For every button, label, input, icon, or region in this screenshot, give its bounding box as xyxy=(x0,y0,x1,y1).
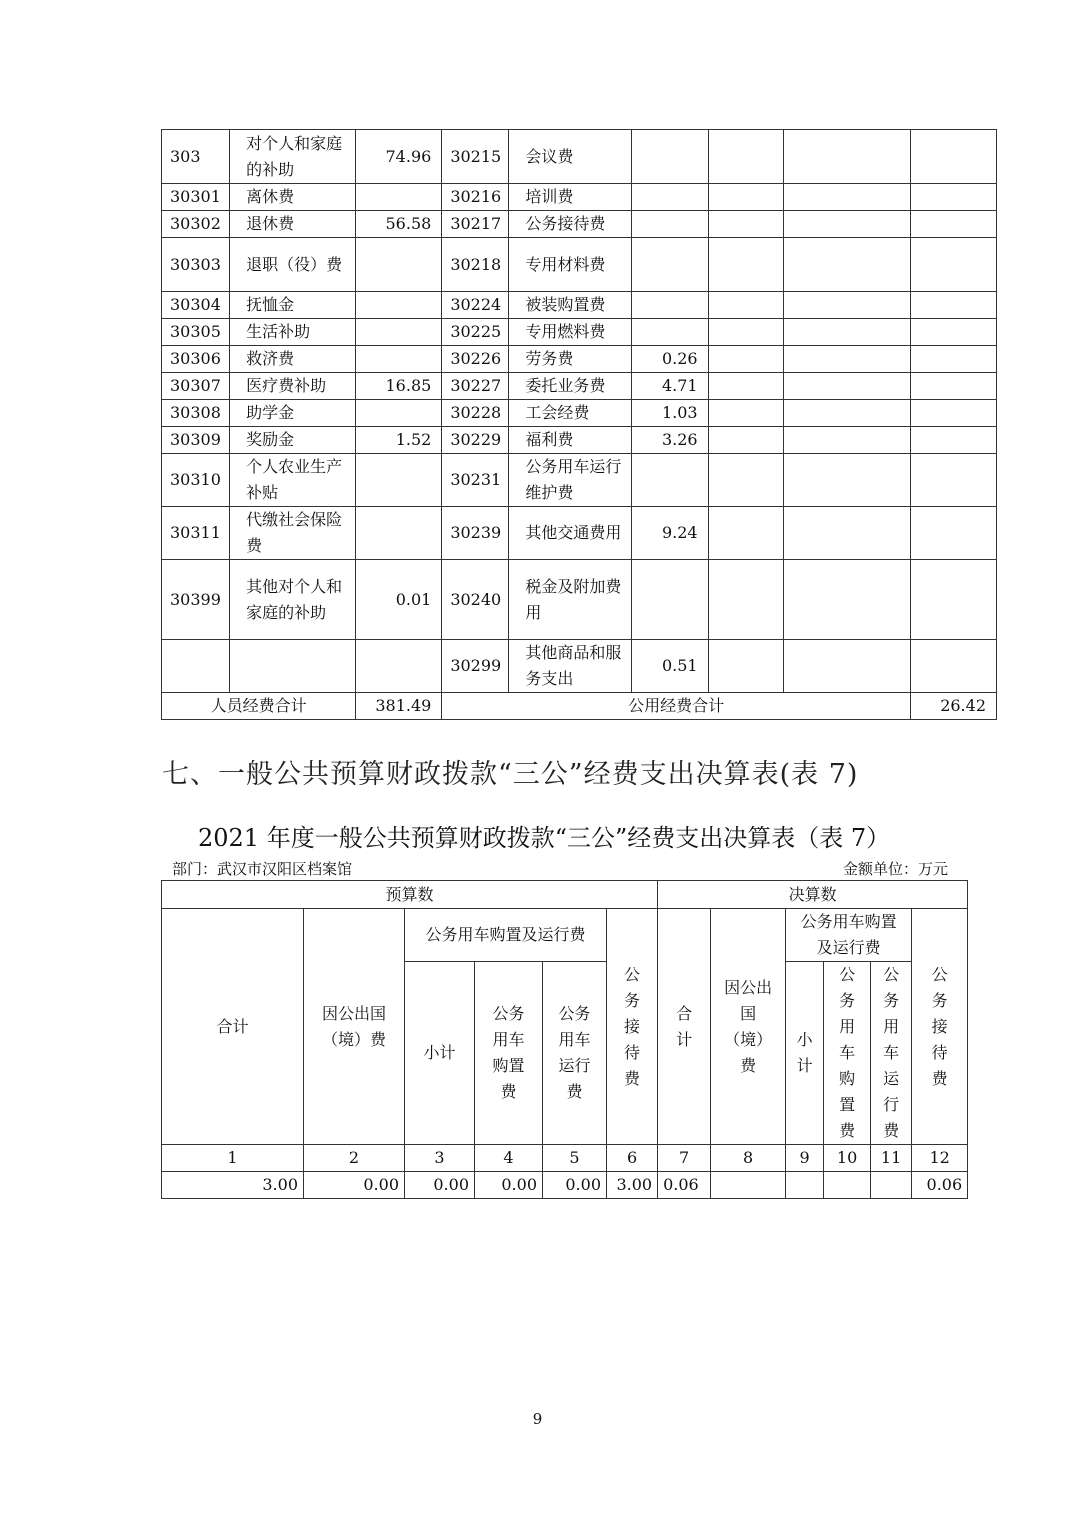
amount-cell xyxy=(356,454,442,507)
amount-cell xyxy=(356,238,442,292)
blank-cell xyxy=(708,427,783,454)
code-cell: 303 xyxy=(162,130,230,184)
header-vehicle: 公务用车购置及运行费 xyxy=(405,909,607,962)
table-row xyxy=(162,640,997,693)
blank-cell xyxy=(910,560,996,640)
value-cell: 0.00 xyxy=(304,1172,405,1199)
code-cell: 30311 xyxy=(162,507,230,560)
name-cell: 工会经费 xyxy=(509,400,631,427)
code-cell: 30307 xyxy=(162,373,230,400)
value-cell xyxy=(711,1172,786,1199)
name-cell: 被装购置费 xyxy=(509,292,631,319)
value-row xyxy=(162,1172,968,1199)
code-cell: 30240 xyxy=(442,560,509,640)
header-purchase-final-text: 公务用车购置费 xyxy=(839,965,856,1140)
amount-cell xyxy=(631,211,708,238)
blank-cell xyxy=(708,640,783,693)
blank-cell xyxy=(708,454,783,507)
amount-cell xyxy=(631,319,708,346)
header-abroad-final-text: 因公出国（境）费 xyxy=(724,977,773,1075)
code-cell: 30301 xyxy=(162,184,230,211)
blank-cell xyxy=(783,507,910,560)
amount-cell: 0.26 xyxy=(631,346,708,373)
column-number: 5 xyxy=(543,1145,607,1172)
amount-cell xyxy=(631,238,708,292)
blank-cell xyxy=(783,211,910,238)
table-row xyxy=(162,373,997,400)
code-cell: 30308 xyxy=(162,400,230,427)
public-total-label: 公用经费合计 xyxy=(442,693,911,720)
header-subtotal-final-text: 小计 xyxy=(796,1030,813,1075)
amount-cell: 0.51 xyxy=(631,640,708,693)
blank-cell xyxy=(783,400,910,427)
unit-label: 金额单位：万元 xyxy=(843,860,949,878)
blank-cell xyxy=(910,400,996,427)
amount-cell: 74.96 xyxy=(356,130,442,184)
table-row xyxy=(162,238,997,292)
blank-cell xyxy=(910,211,996,238)
header-subtotal-final xyxy=(786,962,824,1145)
blank-cell xyxy=(708,238,783,292)
code-cell: 30302 xyxy=(162,211,230,238)
expenditure-table-body xyxy=(162,130,997,720)
header-abroad-text: 因公出国（境）费 xyxy=(321,1003,386,1049)
name-cell: 对个人和家庭的补助 xyxy=(230,130,356,184)
header-abroad-final xyxy=(711,909,786,1145)
header-reception-final xyxy=(912,909,968,1145)
header-purchase xyxy=(475,962,543,1145)
code-cell: 30304 xyxy=(162,292,230,319)
value-cell xyxy=(871,1172,912,1199)
blank-cell xyxy=(708,507,783,560)
table-row xyxy=(162,184,997,211)
blank-cell xyxy=(708,184,783,211)
column-number: 9 xyxy=(786,1145,824,1172)
blank-cell xyxy=(910,346,996,373)
blank-cell xyxy=(910,507,996,560)
public-total-value: 26.42 xyxy=(910,693,996,720)
header-vehicle-final-text: 公务用车购置及运行费 xyxy=(800,912,897,957)
value-cell: 0.06 xyxy=(658,1172,711,1199)
name-cell: 个人农业生产补贴 xyxy=(230,454,356,507)
name-cell: 劳务费 xyxy=(509,346,631,373)
blank-cell xyxy=(910,319,996,346)
header-purchase-text: 公务用车购置费 xyxy=(492,1004,525,1101)
amount-cell xyxy=(356,346,442,373)
amount-cell xyxy=(631,454,708,507)
amount-cell xyxy=(631,292,708,319)
section-heading: 七、一般公共预算财政拨款“三公”经费支出决算表(表 7) xyxy=(162,759,859,790)
header-total-final xyxy=(658,909,711,1145)
code-cell: 30306 xyxy=(162,346,230,373)
final-header: 决算数 xyxy=(658,881,968,909)
blank-cell xyxy=(708,211,783,238)
blank-cell xyxy=(783,640,910,693)
blank-cell xyxy=(910,130,996,184)
header-operate-final xyxy=(871,962,912,1145)
name-cell: 退休费 xyxy=(230,211,356,238)
amount-cell: 1.52 xyxy=(356,427,442,454)
name-cell: 救济费 xyxy=(230,346,356,373)
name-cell: 专用燃料费 xyxy=(509,319,631,346)
amount-cell: 3.26 xyxy=(631,427,708,454)
code-cell: 30228 xyxy=(442,400,509,427)
column-number: 7 xyxy=(658,1145,711,1172)
blank-cell xyxy=(910,640,996,693)
header-operate-final-text: 公务用车运行费 xyxy=(883,965,900,1140)
blank-cell xyxy=(708,130,783,184)
name-cell: 退职（役）费 xyxy=(230,238,356,292)
blank-cell xyxy=(708,346,783,373)
table-row xyxy=(162,454,997,507)
expenditure-table xyxy=(161,129,997,720)
header-vehicle-final xyxy=(786,909,912,962)
code-cell: 30229 xyxy=(442,427,509,454)
name-cell: 培训费 xyxy=(509,184,631,211)
totals-row xyxy=(162,693,997,720)
value-cell: 0.00 xyxy=(405,1172,475,1199)
budget-header: 预算数 xyxy=(162,881,658,909)
code-cell: 30310 xyxy=(162,454,230,507)
value-cell: 3.00 xyxy=(162,1172,304,1199)
name-cell: 奖励金 xyxy=(230,427,356,454)
amount-cell xyxy=(356,507,442,560)
name-cell: 抚恤金 xyxy=(230,292,356,319)
header-reception-text: 公务接待费 xyxy=(624,964,641,1088)
blank-cell xyxy=(783,130,910,184)
blank-cell xyxy=(910,292,996,319)
name-cell: 医疗费补助 xyxy=(230,373,356,400)
blank-cell xyxy=(783,238,910,292)
blank-cell xyxy=(708,292,783,319)
code-cell: 30227 xyxy=(442,373,509,400)
column-number: 8 xyxy=(711,1145,786,1172)
table-row xyxy=(162,130,997,184)
column-number: 11 xyxy=(871,1145,912,1172)
amount-cell: 56.58 xyxy=(356,211,442,238)
name-cell: 助学金 xyxy=(230,400,356,427)
table-row xyxy=(162,346,997,373)
amount-cell: 16.85 xyxy=(356,373,442,400)
column-number: 10 xyxy=(824,1145,871,1172)
table-row xyxy=(162,211,997,238)
column-number: 4 xyxy=(475,1145,543,1172)
amount-cell xyxy=(631,130,708,184)
name-cell: 委托业务费 xyxy=(509,373,631,400)
value-cell: 3.00 xyxy=(607,1172,658,1199)
blank-cell xyxy=(708,319,783,346)
code-cell: 30399 xyxy=(162,560,230,640)
name-cell: 税金及附加费用 xyxy=(509,560,631,640)
code-cell: 30239 xyxy=(442,507,509,560)
blank-cell xyxy=(783,184,910,211)
column-number: 2 xyxy=(304,1145,405,1172)
name-cell: 离休费 xyxy=(230,184,356,211)
blank-cell xyxy=(783,373,910,400)
name-cell: 会议费 xyxy=(509,130,631,184)
value-cell xyxy=(824,1172,871,1199)
blank-cell xyxy=(910,373,996,400)
blank-cell xyxy=(708,400,783,427)
personnel-total-label: 人员经费合计 xyxy=(162,693,356,720)
blank-cell xyxy=(783,292,910,319)
blank-cell xyxy=(783,560,910,640)
value-cell xyxy=(786,1172,824,1199)
three-public-table xyxy=(161,880,968,1199)
blank-cell xyxy=(910,184,996,211)
table-row xyxy=(162,560,997,640)
blank-cell xyxy=(783,319,910,346)
amount-cell xyxy=(356,400,442,427)
code-cell: 30231 xyxy=(442,454,509,507)
code-cell xyxy=(162,640,230,693)
name-cell: 其他交通费用 xyxy=(509,507,631,560)
name-cell: 公务用车运行维护费 xyxy=(509,454,631,507)
value-cell: 0.00 xyxy=(543,1172,607,1199)
table-title: 2021 年度一般公共预算财政拨款“三公”经费支出决算表（表 7） xyxy=(198,824,891,852)
code-cell: 30224 xyxy=(442,292,509,319)
header-operate xyxy=(543,962,607,1145)
blank-cell xyxy=(708,373,783,400)
blank-cell xyxy=(910,454,996,507)
blank-cell xyxy=(783,346,910,373)
name-cell: 福利费 xyxy=(509,427,631,454)
name-cell: 其他对个人和家庭的补助 xyxy=(230,560,356,640)
code-cell: 30218 xyxy=(442,238,509,292)
amount-cell: 1.03 xyxy=(631,400,708,427)
code-cell: 30225 xyxy=(442,319,509,346)
column-number: 1 xyxy=(162,1145,304,1172)
column-number: 6 xyxy=(607,1145,658,1172)
table-row xyxy=(162,319,997,346)
amount-cell: 9.24 xyxy=(631,507,708,560)
header-operate-text: 公务用车运行费 xyxy=(558,1004,591,1101)
amount-cell xyxy=(631,184,708,211)
code-cell: 30217 xyxy=(442,211,509,238)
personnel-total-value: 381.49 xyxy=(356,693,442,720)
blank-cell xyxy=(783,454,910,507)
header-subtotal: 小计 xyxy=(405,962,475,1145)
value-cell: 0.06 xyxy=(912,1172,968,1199)
page-number: 9 xyxy=(532,1410,543,1428)
code-cell: 30215 xyxy=(442,130,509,184)
header-total: 合计 xyxy=(162,909,304,1145)
name-cell xyxy=(230,640,356,693)
header-purchase-final xyxy=(824,962,871,1145)
code-cell: 30305 xyxy=(162,319,230,346)
code-cell: 30226 xyxy=(442,346,509,373)
amount-cell xyxy=(356,292,442,319)
column-number-row xyxy=(162,1145,968,1172)
amount-cell xyxy=(356,184,442,211)
header-reception-final-text: 公务接待费 xyxy=(931,964,948,1088)
header-total-final-text: 合计 xyxy=(676,1003,693,1049)
blank-cell xyxy=(910,238,996,292)
name-cell: 其他商品和服务支出 xyxy=(509,640,631,693)
name-cell: 公务接待费 xyxy=(509,211,631,238)
name-cell: 专用材料费 xyxy=(509,238,631,292)
amount-cell xyxy=(631,560,708,640)
value-cell: 0.00 xyxy=(475,1172,543,1199)
column-number: 12 xyxy=(912,1145,968,1172)
amount-cell: 4.71 xyxy=(631,373,708,400)
code-cell: 30299 xyxy=(442,640,509,693)
name-cell: 代缴社会保险费 xyxy=(230,507,356,560)
header-abroad xyxy=(304,909,405,1145)
amount-cell xyxy=(356,640,442,693)
department-label: 部门：武汉市汉阳区档案馆 xyxy=(172,860,353,878)
name-cell: 生活补助 xyxy=(230,319,356,346)
blank-cell xyxy=(910,427,996,454)
blank-cell xyxy=(708,560,783,640)
column-number: 3 xyxy=(405,1145,475,1172)
blank-cell xyxy=(783,427,910,454)
header-reception xyxy=(607,909,658,1145)
table-row xyxy=(162,507,997,560)
code-cell: 30309 xyxy=(162,427,230,454)
code-cell: 30216 xyxy=(442,184,509,211)
table-row xyxy=(162,400,997,427)
table-row xyxy=(162,427,997,454)
amount-cell xyxy=(356,319,442,346)
code-cell: 30303 xyxy=(162,238,230,292)
table-row xyxy=(162,292,997,319)
amount-cell: 0.01 xyxy=(356,560,442,640)
